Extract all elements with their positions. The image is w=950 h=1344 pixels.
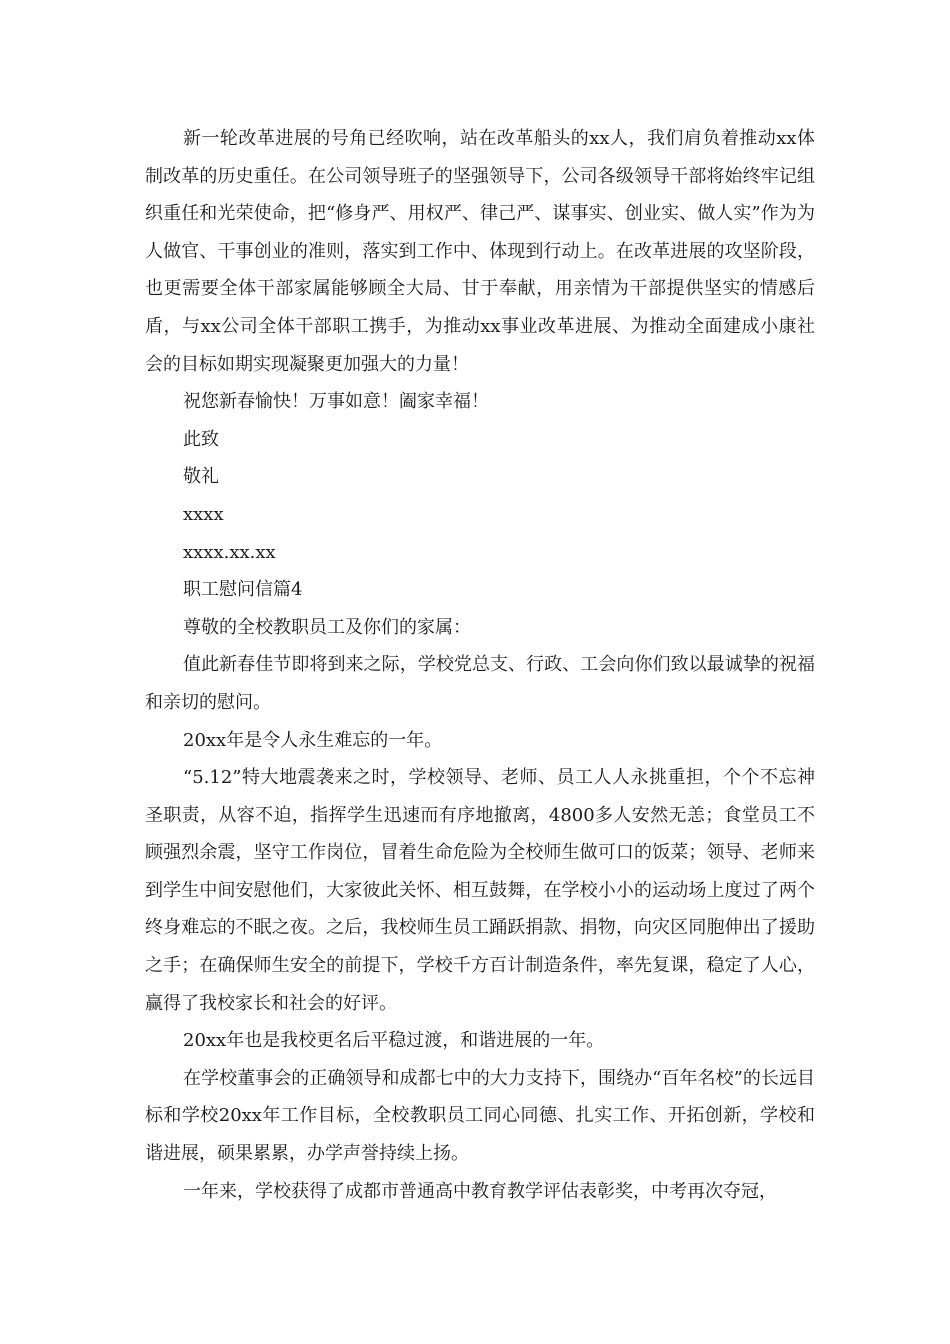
paragraph-leadership: 在学校董事会的正确领导和成都七中的大力支持下，围绕办“百年名校”的长远目标和学校20xx年工作目标，全校教职员工同心同德、扎实工作、开拓创新，学校和谐进展，硕果累累，办学声誉持续上扬。 <box>145 1067 815 1165</box>
paragraph-transition: 20xx年也是我校更名后平稳过渡，和谐进展的一年。 <box>183 1030 605 1052</box>
section-title: 职工慰问信篇4 <box>183 579 303 601</box>
paragraph-achievements: 一年来，学校获得了成都市普通高中教育教学评估表彰奖，中考再次夺冠， <box>183 1180 777 1202</box>
paragraph-reform: 新一轮改革进展的号角已经吹响，站在改革船头的xx人，我们肩负着推动xx体制改革的历史重任。在公司领导班子的坚强领导下，公司各级领导干部将始终牢记组织重任和光荣使命，把“修身严、用权严、律己严、谋事实、创业实、做人实”作为为人做官、干事创业的准则，落实到工作中、体现到行动上。在改革进展的攻坚阶段，也更需要全体干部家属能够顾全大局、甘于奉献，用亲情为干部提供坚实的情感后盾，与xx公司全体干部职工携手，为推动xx事业改革进展、为推动全面建成小康社会的目标如期实现凝聚更加强大的力量！ <box>145 128 815 375</box>
closing-salutation: 此致 <box>183 428 219 450</box>
closing-respect: 敬礼 <box>183 466 219 488</box>
greeting-wish: 祝您新春愉快！万事如意！阖家幸福！ <box>183 391 489 413</box>
paragraph-earthquake: “5.12”特大地震袭来之时，学校领导、老师、员工人人永挑重担，个个不忘神圣职责，从容不迫，指挥学生迅速而有序地撤离，4800多人安然无恙；食堂员工不顾强烈余震，坚守工作岗位，冒着生命危险为全校师生做可口的饭菜；领导、老师来到学生中间安慰他们，大家彼此关怀、相互鼓舞，在学校小小的运动场上度过了两个终身难忘的不眠之夜。之后，我校师生员工踊跃捐款、捐物，向灾区同胞伸出了援助之手；在确保师生安全的前提下，学校千方百计制造条件，率先复课，稳定了人心，赢得了我校家长和社会的好评。 <box>145 767 815 1014</box>
signature-date: xxxx.xx.xx <box>183 541 276 563</box>
letter-salutation: 尊敬的全校教职员工及你们的家属： <box>183 616 471 638</box>
paragraph-new-year: 值此新春佳节即将到来之际，学校党总支、行政、工会向你们致以最诚挚的祝福和亲切的慰问。 <box>145 654 815 713</box>
paragraph-unforgettable-year: 20xx年是令人永生难忘的一年。 <box>183 729 443 751</box>
document-body <box>145 120 815 1210</box>
signature-sender: xxxx <box>183 503 224 525</box>
